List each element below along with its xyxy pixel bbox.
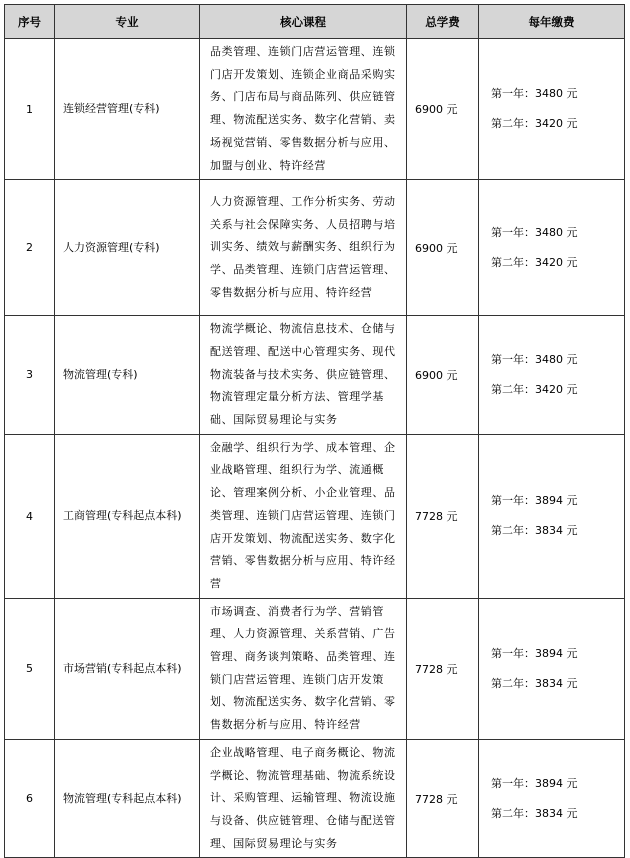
year2-fee: 第二年：3834 元	[491, 676, 578, 690]
year2-fee: 第二年：3834 元	[491, 524, 578, 538]
row-courses: 金融学、组织行为学、成本管理、企业战略管理、组织行为学、流通概论、管理案例分析、小企业管理、品类管理、连锁门店营运管理、连锁门店开发策划、物流配送实务、数字化营销、零售数据分析与应用、特许经营	[200, 434, 407, 598]
table-row	[5, 739, 625, 858]
row-seq: 5	[5, 598, 55, 739]
row-courses: 人力资源管理、工作分析实务、劳动关系与社会保障实务、人员招聘与培训实务、绩效与薪酬实务、组织行为学、品类管理、连锁门店营运管理、零售数据分析与应用、特许经营	[200, 180, 407, 316]
row-major: 物流管理(专科)	[55, 316, 200, 435]
row-major: 人力资源管理(专科)	[55, 180, 200, 316]
tuition-table	[4, 4, 625, 858]
row-major: 工商管理(专科起点本科)	[55, 434, 200, 598]
row-major: 物流管理(专科起点本科)	[55, 739, 200, 858]
row-courses: 市场调查、消费者行为学、营销管理、人力资源管理、关系营销、广告管理、商务谈判策略、品类管理、连锁门店营运管理、连锁门店开发策划、物流配送实务、数字化营销、零售数据分析与应用、特许经营	[200, 598, 407, 739]
year2-fee: 第二年：3420 元	[491, 255, 578, 269]
row-seq: 1	[5, 39, 55, 180]
year1-fee: 第一年：3480 元	[491, 225, 578, 239]
header-total-fee: 总学费	[407, 5, 479, 39]
row-courses: 物流学概论、物流信息技术、仓储与配送管理、配送中心管理实务、现代物流装备与技术实务、供应链管理、物流管理定量分析方法、管理学基础、国际贸易理论与实务	[200, 316, 407, 435]
row-total-fee: 7728 元	[407, 598, 479, 739]
table-row	[5, 39, 625, 180]
row-annual-fee	[479, 434, 625, 598]
header-seq: 序号	[5, 5, 55, 39]
row-annual-fee	[479, 316, 625, 435]
row-seq: 4	[5, 434, 55, 598]
year2-fee: 第二年：3834 元	[491, 806, 578, 820]
table-row	[5, 316, 625, 435]
row-total-fee: 7728 元	[407, 434, 479, 598]
row-seq: 2	[5, 180, 55, 316]
row-major: 连锁经营管理(专科)	[55, 39, 200, 180]
row-total-fee: 6900 元	[407, 316, 479, 435]
row-courses: 企业战略管理、电子商务概论、物流学概论、物流管理基础、物流系统设计、采购管理、运输管理、物流设施与设备、供应链管理、仓储与配送管理、国际贸易理论与实务	[200, 739, 407, 858]
header-row	[5, 5, 625, 39]
row-annual-fee	[479, 739, 625, 858]
year2-fee: 第二年：3420 元	[491, 117, 578, 131]
table-row	[5, 180, 625, 316]
year1-fee: 第一年：3894 元	[491, 646, 578, 660]
row-annual-fee	[479, 180, 625, 316]
row-total-fee: 6900 元	[407, 180, 479, 316]
year1-fee: 第一年：3480 元	[491, 352, 578, 366]
table-row	[5, 598, 625, 739]
row-courses: 品类管理、连锁门店营运管理、连锁门店开发策划、连锁企业商品采购实务、门店布局与商品陈列、供应链管理、物流配送实务、数字化营销、卖场视觉营销、零售数据分析与应用、加盟与创业、特许经营	[200, 39, 407, 180]
table-row	[5, 434, 625, 598]
row-seq: 6	[5, 739, 55, 858]
header-annual-fee: 每年缴费	[479, 5, 625, 39]
header-courses: 核心课程	[200, 5, 407, 39]
row-annual-fee	[479, 39, 625, 180]
year1-fee: 第一年：3894 元	[491, 494, 578, 508]
header-major: 专业	[55, 5, 200, 39]
row-seq: 3	[5, 316, 55, 435]
row-annual-fee	[479, 598, 625, 739]
year1-fee: 第一年：3480 元	[491, 87, 578, 101]
row-total-fee: 6900 元	[407, 39, 479, 180]
row-total-fee: 7728 元	[407, 739, 479, 858]
year1-fee: 第一年：3894 元	[491, 776, 578, 790]
year2-fee: 第二年：3420 元	[491, 382, 578, 396]
row-major: 市场营销(专科起点本科)	[55, 598, 200, 739]
